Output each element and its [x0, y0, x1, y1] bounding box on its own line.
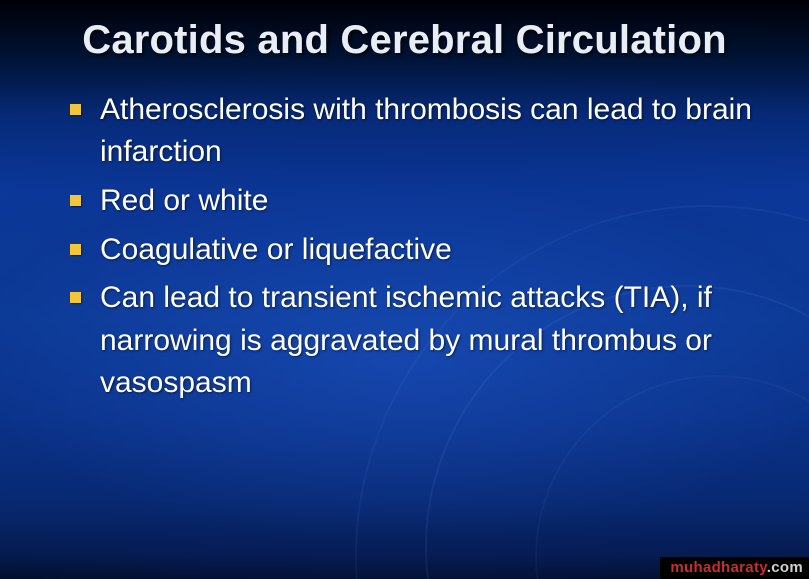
- list-item-text: Red or white: [100, 183, 269, 217]
- list-item-text: Can lead to transient ischemic attacks (TIA), if narrowing is aggravated by mural thrombus or vasospasm: [100, 281, 712, 400]
- watermark: [660, 557, 809, 579]
- bullet-list: [62, 89, 767, 405]
- list-item: [62, 180, 767, 223]
- list-item: [62, 89, 767, 174]
- square-bullet-icon: [70, 292, 81, 303]
- list-item-text: Atherosclerosis with thrombosis can lead to brain infarction: [100, 92, 752, 169]
- watermark-name: muhadharaty: [670, 559, 767, 576]
- square-bullet-icon: [70, 195, 81, 206]
- square-bullet-icon: [70, 104, 81, 115]
- decorative-arc-icon: [535, 375, 809, 579]
- list-item-text: Coagulative or liquefactive: [100, 232, 452, 266]
- list-item: [62, 229, 767, 272]
- slide-title: Carotids and Cerebral Circulation: [82, 18, 727, 62]
- square-bullet-icon: [70, 244, 81, 255]
- list-item: [62, 277, 767, 405]
- slide-body: [0, 89, 809, 405]
- watermark-suffix: .com: [766, 559, 803, 576]
